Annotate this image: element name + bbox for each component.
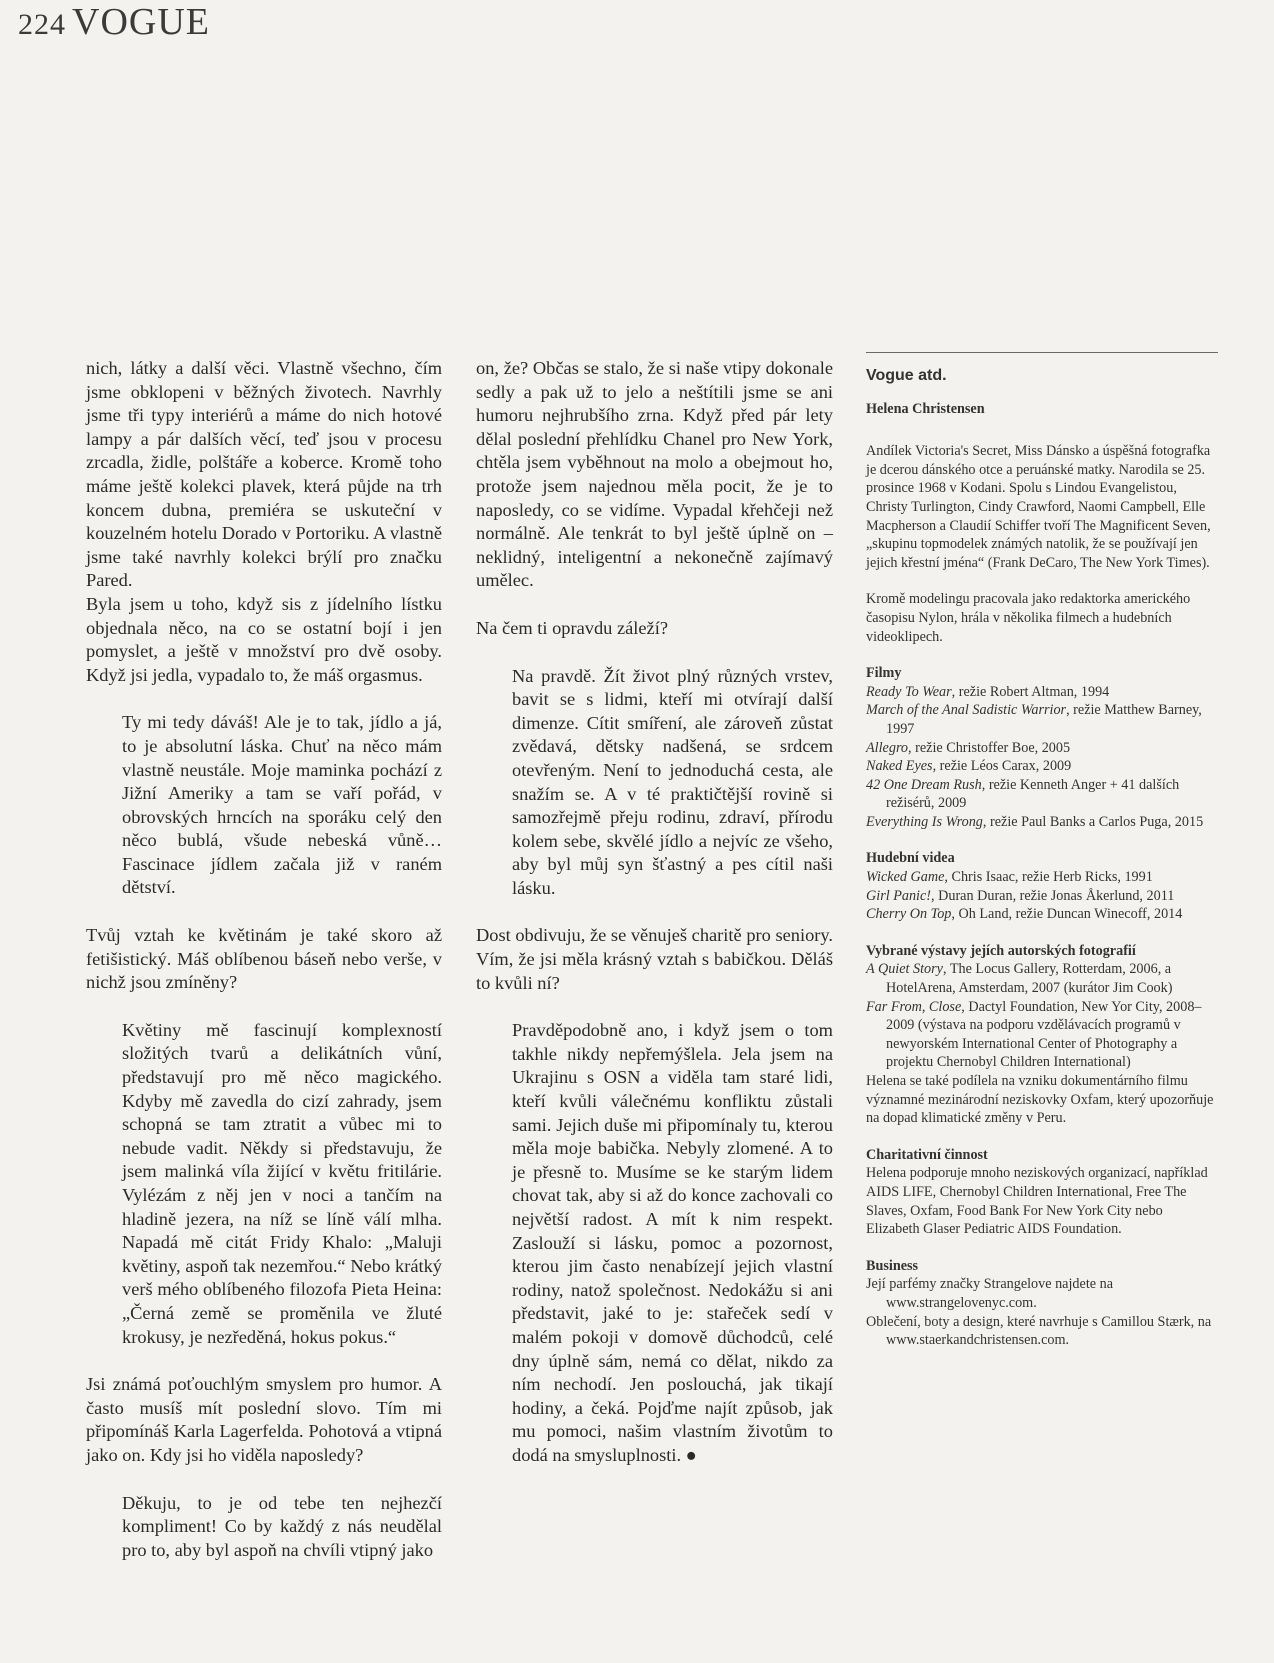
- magazine-logo: VOGUE: [72, 1, 210, 43]
- bio-paragraph: Andílek Victoria's Secret, Miss Dánsko a úspěšná fotografka je dcerou dánského otce a peruánské matky. Narodila se 25. prosince 1968 v Kodani. Spolu s Lindou Evangelistou, Christy Turlington, Cindy Crawford, Naomi Campbell, Elle Macpherson a Claudií Schiffer tvoří The Magnificent Seven, „skupinu topmodelek známých natolik, že se používají jen jejich křestní jména“ (Frank DeCaro, The New York Times).: [866, 443, 1211, 571]
- video-item: Wicked Game, Chris Isaac, režie Herb Ricks, 1991: [866, 869, 1153, 886]
- video-item: Cherry On Top, Oh Land, režie Duncan Winecoff, 2014: [866, 906, 1183, 923]
- films-heading: Filmy: [866, 665, 902, 682]
- exhibition-item: Far From, Close, Dactyl Foundation, New Yor City, 2008–2009 (výstava na podporu vzdělávacích programů v newyorském International Center of Photography a projektu Chernobyl Children International): [866, 998, 1202, 1071]
- answer-paragraph: on, že? Občas se stalo, že si naše vtipy dokonale sedly a pak už to jelo a neštítili jsme se ani humoru nejhrubšího zrna. Když před pár lety dělal poslední přehlídku Chanel pro New York, chtěla jsem vyběhnout na molo a obejmout ho, protože jsem najednou měla pocit, že je to naposledy, co se vidíme. Vypadal křehčeji než normálně. Ale tenkrát to byl ještě úplně on – neklidný, inteligentní a nekonečně zajímavý umělec.: [476, 358, 833, 591]
- answer-paragraph: Květiny mě fascinují komplexností složitých tvarů a delikátních vůní, představují pro mě něco magického. Kdyby mě zavedla do cizí zahrady, jsem schopná se tam ztratit a vůbec mi to nebude vadit. Někdy si představuju, že jsem malinká víla žijící v květu fritilárie. Vylézám z něj jen v noci a tančím na hladině jezera, na níž se líně válí mlha. Napadá mě citát Fridy Khalo: „Maluji květiny, aspoň tak nezemřou.“ Nebo krátký verš mého oblíbeného filozofa Pieta Heina: „Černá země se proměnila ve žluté krokusy, je nezředěná, hokus pokus.“: [122, 1019, 442, 1347]
- sidebar-title: Vogue atd.: [866, 367, 947, 384]
- answer-paragraph: Pravděpodobně ano, i když jsem o tom takhle nikdy nepřemýšlela. Jela jsem na Ukrajinu s OSN a viděla tam staré lidi, kteří kvůli válečnému konfliktu zůstali sami. Jejich duše mi připomínaly tu, kterou měla moje babička. Nebyly zlomené. A to je přesně to. Musíme se ke starým lidem chovat tak, aby si až do konce zachovali co největší radost. A mít k nim respekt. Zaslouží si lásku, pomoc a pozornost, kterou jim často nenabízejí jejich vlastní rodiny, natož společnost. Nedokážu si ani představit, jaké to je: stařeček sedí v malém pokoji v domově důchodců, celé dny úplně sám, nemá co dělat, nikdo za ním nechodí. Jen poslouchá, jak tikají hodiny, a čeká. Pojďme najít způsob, jak mu pomoci, našim vlastním životům to dodá na smysluplnosti. ●: [512, 1020, 833, 1465]
- answer-paragraph: Na pravdě. Žít život plný různých vrstev, bavit se s lidmi, kteří mi otvírají další dimenze. Cítit smíření, ale zároveň zůstat zvědavá, dětsky nadšená, se srdcem otevřeným. Není to jednoduchá cesta, ale snažím se. A v té praktičtější rovině si samozřejmě přeju rodinu, zdraví, přírodu kolem sebe, skvělé jídlo a nejvíc ze všeho, aby byl můj syn šťastný a pes cítil naši lásku.: [512, 665, 833, 898]
- film-item: Everything Is Wrong, režie Paul Banks a Carlos Puga, 2015: [866, 813, 1204, 830]
- person-name: Helena Christensen: [866, 400, 985, 417]
- question-paragraph: Byla jsem u toho, když sis z jídelního lístku objednala něco, na co se ostatní bojí i jen pomyslet, a ještě v množství pro dvě osoby. Když jsi jedla, vypadalo to, že máš orgasmus.: [86, 593, 442, 685]
- film-item: March of the Anal Sadistic Warrior, režie Matthew Barney, 1997: [866, 702, 1202, 737]
- exhibition-note: Helena se také podílela na vzniku dokumentárního filmu významné mezinárodní neziskovky Oxfam, který upozorňuje na dopad klimatické změny v Peru.: [866, 1073, 1214, 1127]
- film-item: Ready To Wear, režie Robert Altman, 1994: [866, 683, 1110, 700]
- videos-heading: Hudební videa: [866, 850, 955, 867]
- film-item: Naked Eyes, režie Léos Carax, 2009: [866, 758, 1072, 775]
- bio-paragraph: Kromě modelingu pracovala jako redaktorka amerického časopisu Nylon, hrála v několika filmech a hudebních videoklipech.: [866, 591, 1191, 645]
- question-paragraph: Tvůj vztah ke květinám je také skoro až fetišistický. Máš oblíbenou báseň nebo verše, v nichž jsou zmíněny?: [86, 925, 442, 993]
- answer-paragraph: nich, látky a další věci. Vlastně všechno, čím jsme obklopeni v běžných životech. Navrhly jsme tři typy interiérů a máme do nich hotové lampy a pár dalších věcí, teď jsou v procesu zrcadla, židle, polštáře a koberce. Kromě toho máme ještě kolekci plavek, která půjde na trh koncem dubna, premiéra se uskuteční v kouzelném hotelu Dorado v Portoriku. A vlastně jsme také navrhly kolekci brýlí pro značku Pared.: [86, 358, 443, 591]
- page-number: 224: [18, 8, 66, 41]
- charity-text: Helena podporuje mnoho neziskových organizací, například AIDS LIFE, Chernobyl Children International, Free The Slaves, Oxfam, Food Bank For New York City nebo Elizabeth Glaser Pediatric AIDS Foundation.: [866, 1165, 1208, 1238]
- sidebar-rule: [866, 352, 1218, 353]
- business-item: Oblečení, boty a design, které navrhuje s Camillou Stærk, na www.staerkandchristensen.com.: [866, 1313, 1212, 1349]
- answer-paragraph: Ty mi tedy dáváš! Ale je to tak, jídlo a já, to je absolutní láska. Chuť na něco mám vlastně neustále. Moje maminka pochází z Jižní Ameriky a tam se vaří pořád, v obrovských hrncích na sporáku celý den něco bublá, všude nebeská vůně… Fascinace jídlem začala již v raném dětství.: [122, 712, 442, 898]
- article-column-1: [86, 357, 442, 1586]
- charity-heading: Charitativní činnost: [866, 1146, 988, 1163]
- question-paragraph: Na čem ti opravdu záleží?: [476, 617, 668, 638]
- video-item: Girl Panic!, Duran Duran, režie Jonas Åkerlund, 2011: [866, 887, 1175, 904]
- film-item: 42 One Dream Rush, režie Kenneth Anger + 41 dalších režisérů, 2009: [866, 776, 1180, 812]
- exhibition-item: A Quiet Story, The Locus Gallery, Rotterdam, 2006, a HotelArena, Amsterdam, 2007 (kurátor Jim Cook): [866, 961, 1173, 997]
- question-paragraph: Dost obdivuju, že se věnuješ charitě pro seniory. Vím, že jsi měla krásný vztah s babičkou. Děláš to kvůli ní?: [476, 925, 833, 993]
- business-heading: Business: [866, 1257, 919, 1274]
- article-column-2: [476, 357, 833, 1492]
- film-item: Allegro, režie Christoffer Boe, 2005: [866, 739, 1071, 756]
- answer-paragraph: Děkuju, to je od tebe ten nejhezčí kompliment! Co by každý z nás neudělal pro to, aby byl aspoň na chvíli vtipný jako: [122, 1492, 442, 1560]
- business-item: Její parfémy značky Strangelove najdete na www.strangelovenyc.com.: [866, 1276, 1113, 1311]
- sidebar-box: [866, 352, 1218, 1350]
- question-paragraph: Jsi známá poťouchlým smyslem pro humor. A často musíš mít poslední slovo. Tím mi připomínáš Karla Lagerfelda. Pohotová a vtipná jako on. Kdy jsi ho viděla naposledy?: [86, 1374, 442, 1465]
- exhibitions-heading: Vybrané výstavy jejích autorských fotografií: [866, 942, 1136, 959]
- page-header: [18, 0, 210, 44]
